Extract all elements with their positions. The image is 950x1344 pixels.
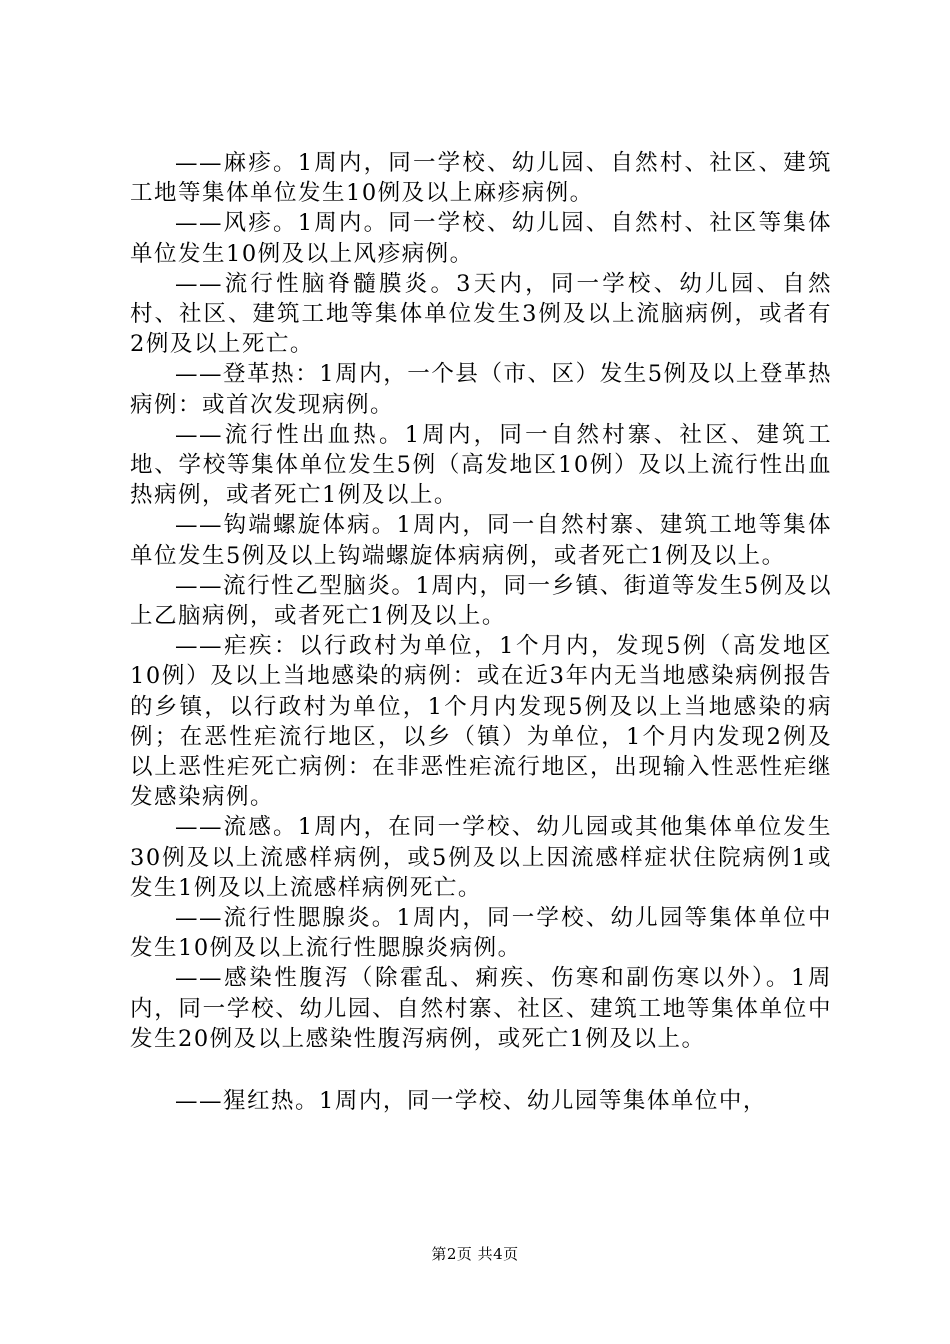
paragraph-leptospirosis: ——钩端螺旋体病。1周内，同一自然村寨、建筑工地等集体单位发生5例及以上钩端螺旋体病病例，或者死亡1例及以上。 bbox=[130, 512, 832, 569]
paragraph-dengue: ——登革热：1周内，一个县（市、区）发生5例及以上登革热病例：或首次发现病例。 bbox=[130, 361, 832, 418]
paragraph-scarlet-fever: ——猩红热。1周内，同一学校、幼儿园等集体单位中， bbox=[175, 1088, 767, 1115]
paragraph-meningitis: ——流行性脑脊髓膜炎。3天内，同一学校、幼儿园、自然村、社区、建筑工地等集体单位发生3例及以上流脑病例，或者有2例及以上死亡。 bbox=[130, 270, 832, 358]
paragraph-measles: ——麻疹。1周内，同一学校、幼儿园、自然村、社区、建筑工地等集体单位发生10例及以上麻疹病例。 bbox=[130, 150, 832, 207]
paragraph-infectious-diarrhea: ——感染性腹泻（除霍乱、痢疾、伤寒和副伤寒以外）。1周内，同一学校、幼儿园、自然村寨、社区、建筑工地等集体单位中发生20例及以上感染性腹泻病例，或死亡1例及以上。 bbox=[130, 965, 832, 1052]
document-body bbox=[130, 148, 832, 1116]
paragraph-rubella: ——风疹。1周内。同一学校、幼儿园、自然村、社区等集体单位发生10例及以上风疹病例。 bbox=[130, 210, 832, 267]
page-number-footer: 第2页 共4页 bbox=[431, 1245, 519, 1263]
paragraph-mumps: ——流行性腮腺炎。1周内，同一学校、幼儿园等集体单位中发生10例及以上流行性腮腺炎病例。 bbox=[130, 905, 832, 962]
paragraph-hemorrhagic-fever: ——流行性出血热。1周内，同一自然村寨、社区、建筑工地、学校等集体单位发生5例（高发地区10例）及以上流行性出血热病例，或者死亡1例及以上。 bbox=[130, 421, 832, 509]
paragraph-malaria: ——疟疾：以行政村为单位，1个月内，发现5例（高发地区10例）及以上当地感染的病例：或在近3年内无当地感染病例报告的乡镇，以行政村为单位，1个月内发现5例及以上当地感染的病例；在恶性疟流行地区，以乡（镇）为单位，1个月内发现2例及以上恶性疟死亡病例：在非恶性疟流行地区，出现输入性恶性疟继发感染病例。 bbox=[130, 633, 832, 811]
paragraph-japanese-encephalitis: ——流行性乙型脑炎。1周内，同一乡镇、街道等发生5例及以上乙脑病例，或者死亡1例及以上。 bbox=[130, 572, 832, 630]
paragraph-influenza: ——流感。1周内，在同一学校、幼儿园或其他集体单位发生30例及以上流感样病例，或5例及以上因流感样症状住院病例1或发生1例及以上流感样病例死亡。 bbox=[130, 814, 832, 901]
